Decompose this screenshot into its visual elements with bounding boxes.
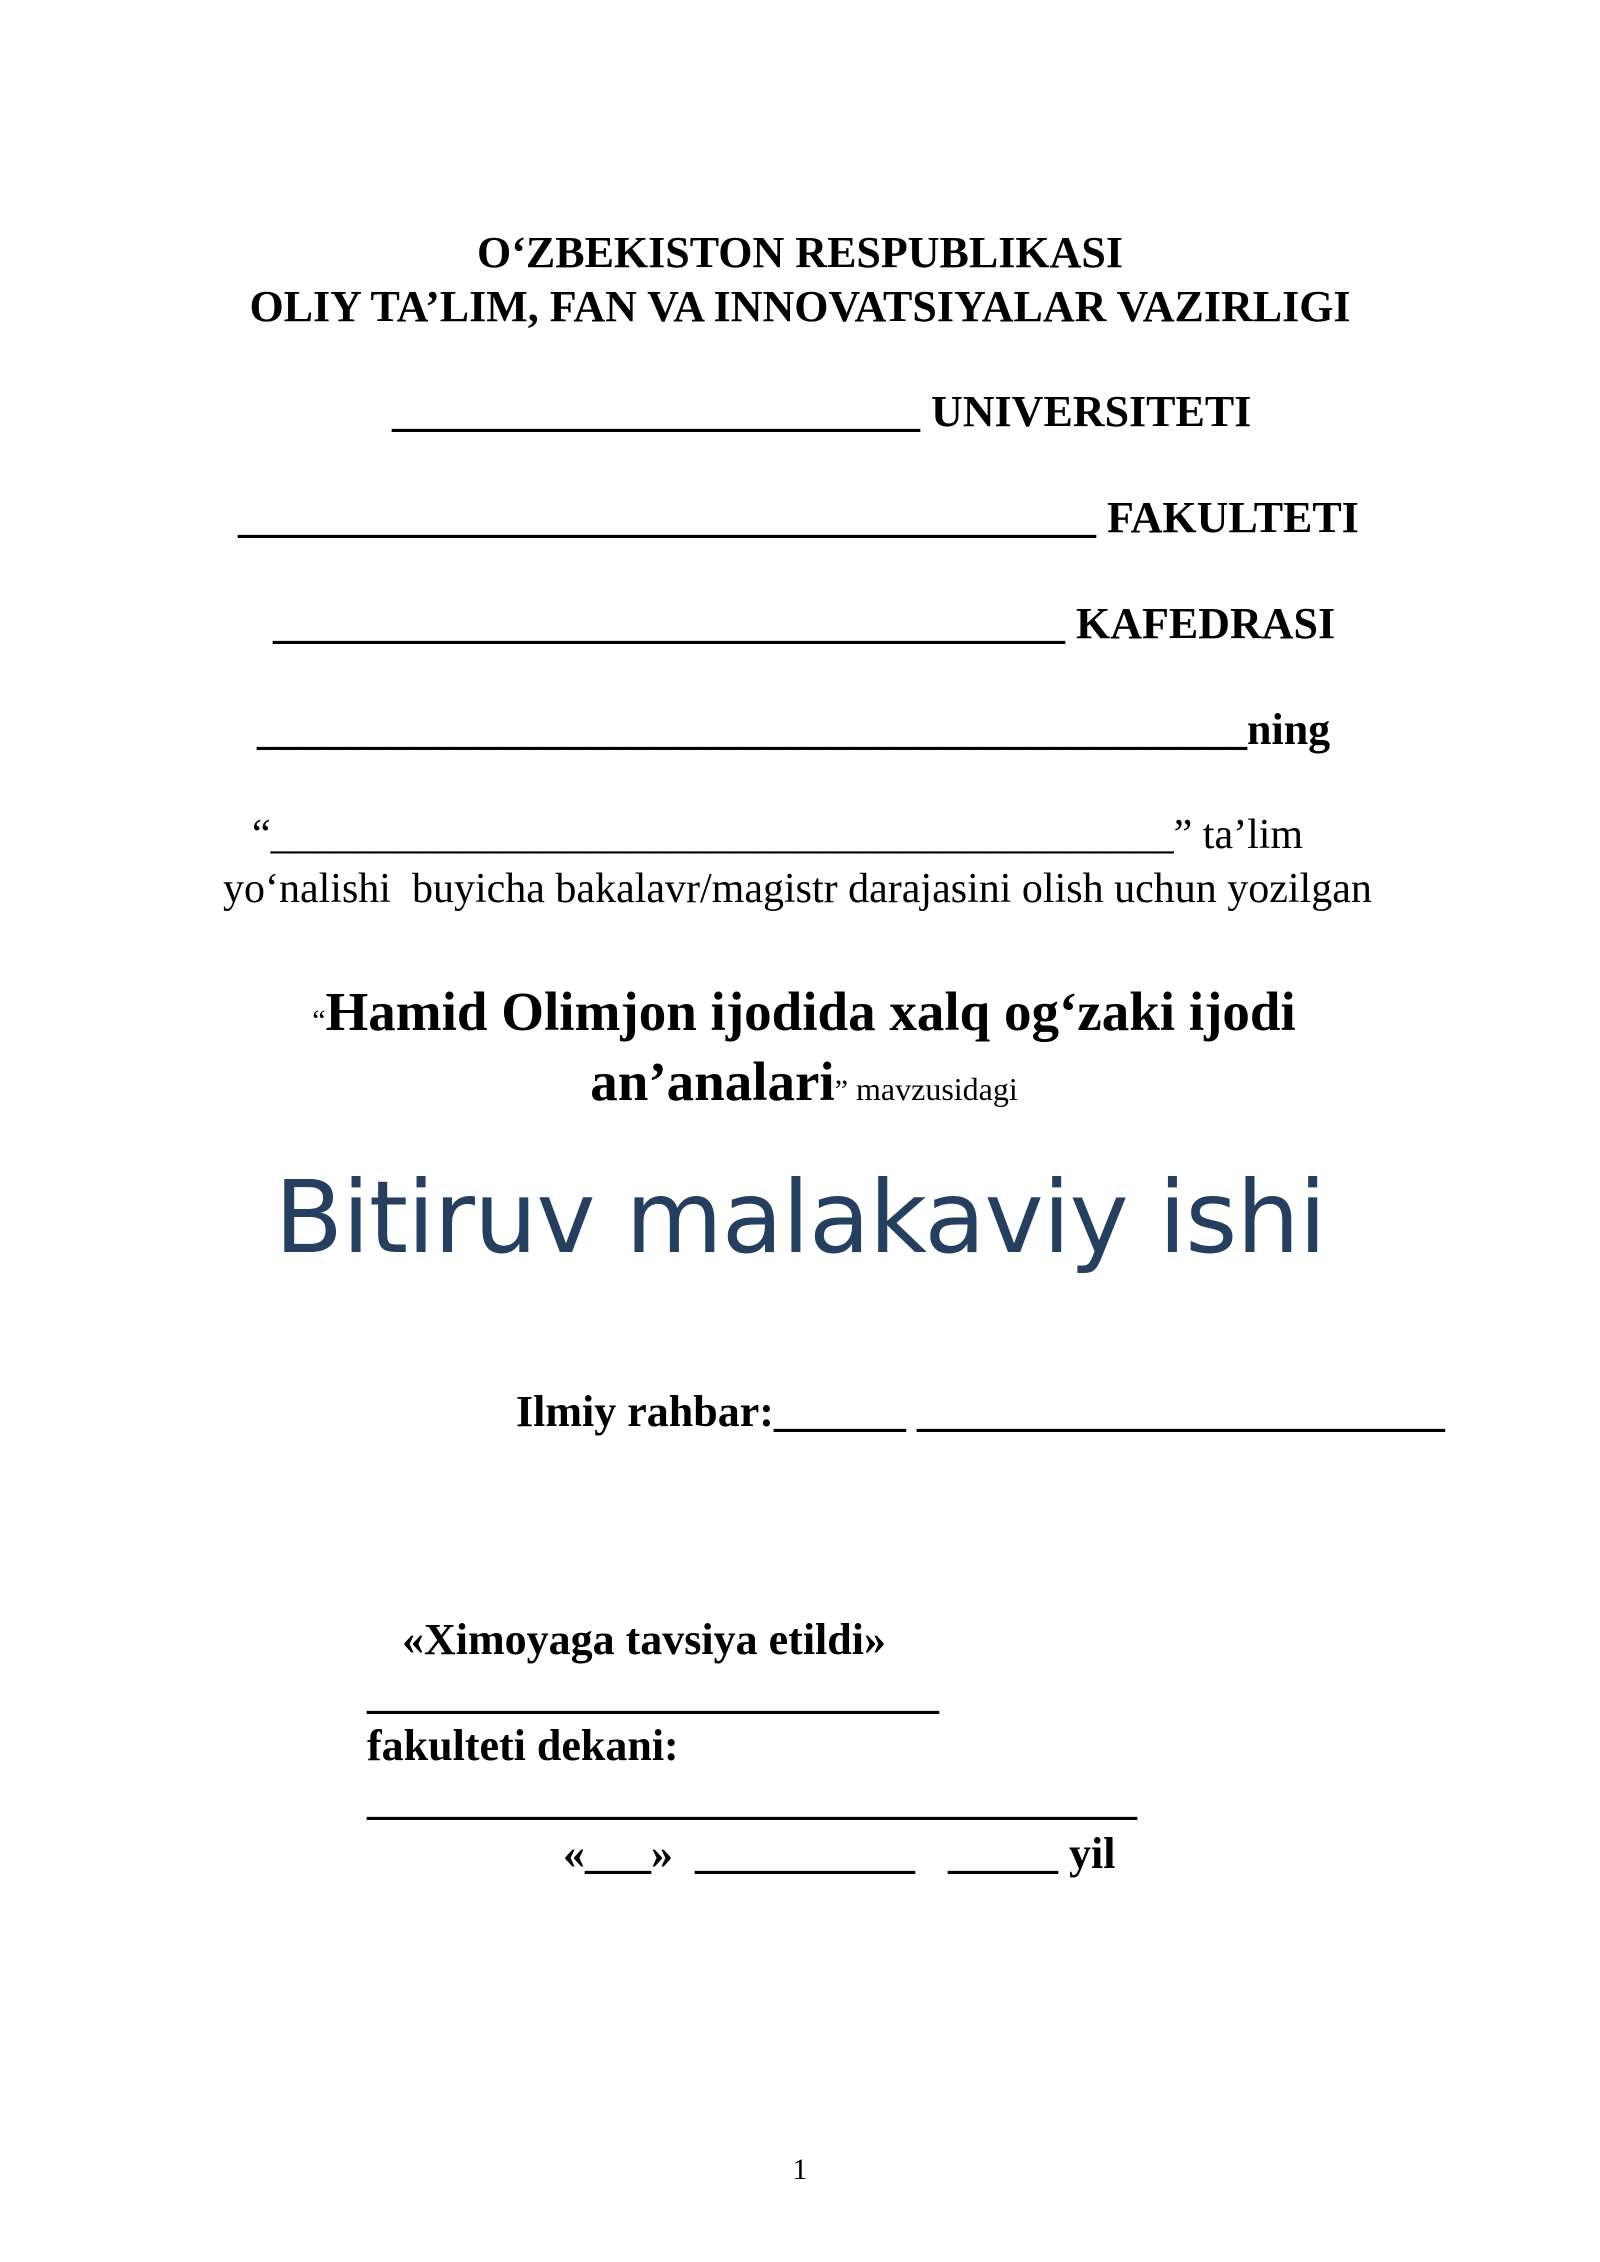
- supervisor-field: Ilmiy rahbar:______ ________________________: [516, 1387, 1445, 1436]
- page-number: 1: [792, 2153, 808, 2186]
- ministry-header-line2: OLIY TA’LIM, FAN VA INNOVATSIYALAR VAZIRLIGI: [249, 282, 1351, 331]
- recommendation-label: «Ximoyaga tavsiya etildi»: [402, 1615, 886, 1664]
- document-title: Bitiruv malakaviy ishi: [274, 1159, 1326, 1276]
- direction-line1: “___________________________________________” ta’lim: [252, 812, 1304, 858]
- direction-line2: yo‘nalishi buyicha bakalavr/magistr darajasini olish uchun yozilgan: [223, 866, 1372, 912]
- dean-blank: ___________________________________: [367, 1775, 1137, 1824]
- topic-title-part1: Hamid Olimjon ijodida xalq og‘zaki ijodi: [325, 981, 1296, 1042]
- topic-line2: [0, 1038, 1600, 1112]
- faculty-field: _______________________________________ FAKULTETI: [238, 493, 1359, 542]
- topic-line1: [0, 968, 1600, 1042]
- recommendation-blank: __________________________: [367, 1669, 939, 1718]
- ministry-header-line1: O‘ZBEKISTON RESPUBLIKASI: [477, 228, 1123, 277]
- university-field: ________________________ UNIVERSITETI: [392, 387, 1252, 436]
- topic-open-quote: “: [312, 1004, 326, 1037]
- student-field: _____________________________________________ning: [257, 705, 1331, 754]
- date-line: «___» __________ _____ yil: [563, 1829, 1116, 1878]
- department-field: ____________________________________ KAFEDRASI: [273, 599, 1336, 648]
- topic-close-quote: ”: [834, 1074, 849, 1107]
- dean-label: fakulteti dekani:: [367, 1721, 679, 1770]
- topic-suffix: mavzusidagi: [848, 1071, 1018, 1107]
- topic-title-part2: an’analari: [590, 1051, 835, 1112]
